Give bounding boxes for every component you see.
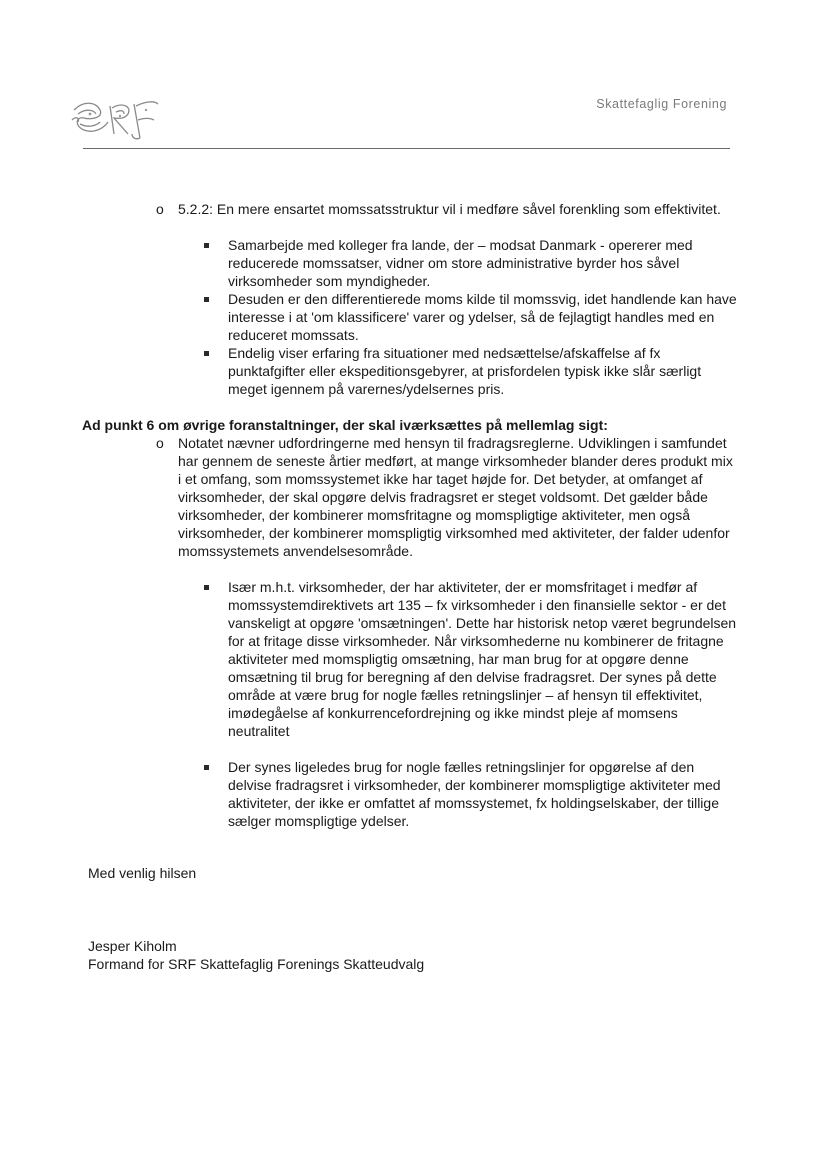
bullet-text: Der synes ligeledes brug for nogle fælles retningslinjer for opgørelse af den delvise fradragsret i virksomheder, der kombinerer momspligtige aktiviteter med aktiviteter, der ikke er omfattet af momssystemet, fx holdingselskaber, der tillige sælger momspligtige ydelser. [228, 759, 721, 829]
item-text: 5.2.2: En mere ensartet momssatsstruktur vil i medføre såvel forenkling som effektivitet. [178, 201, 721, 217]
square-bullet-icon [204, 297, 209, 302]
bullet-text: Desuden er den differentierede moms kilde til momssvig, idet handlende kan have interesse i at 'om klassificere' varer og ydelser, så de fejlagtigt handles med en reduceret momssats. [228, 291, 737, 343]
bullet-text: Samarbejde med kolleger fra lande, der – modsat Danmark - opererer med reducerede momssatser, vidner om store administrative byrder hos såvel virksomheder som myndigheder. [228, 237, 693, 289]
closing-greeting: Med venlig hilsen [88, 865, 197, 881]
srf-logo [70, 83, 162, 142]
item-section-6 [156, 434, 738, 560]
square-bullet-icon [204, 765, 209, 770]
signatory-name: Jesper Kiholm [88, 938, 177, 954]
circle-bullet-icon: o [156, 435, 164, 451]
circle-bullet-icon: o [156, 201, 164, 217]
item-5-2-2 [156, 200, 738, 218]
item-text: Notatet nævner udfordringerne med hensyn til fradragsreglerne. Udviklingen i samfundet har gennem de seneste årtier medført, at mange virksomheder blander deres produkt mix i et omfang, som momssystemet ikke har taget højde for. Det betyder, at omfanget af virksomheder, der skal opgøre delvis fradragsret er steget voldsomt. Det gælder både virksomheder, der kombinerer momsfritagne og momspligtige aktiviteter, men også virksomheder, der kombinerer momspligtig virksomhed med aktiviteter, der falder udenfor momssystemets anvendelsesområde. [178, 435, 733, 559]
bullet-item [228, 236, 738, 290]
bullet-item [228, 344, 738, 398]
bullet-item [228, 290, 738, 344]
organization-name: Skattefaglig Forening [596, 97, 727, 111]
letterhead [0, 0, 827, 160]
signatory-title: Formand for SRF Skattefaglig Forenings Skatteudvalg [88, 956, 425, 972]
bullet-text: Især m.h.t. virksomheder, der har aktiviteter, der er momsfritaget i medfør af momssystemdirektivets art 135 – fx virksomheder i den finansielle sektor - er det vanskeligt at opgøre 'omsætningen'. Dette har historisk netop været begrundelsen for at fritage disse virksomheder. Når virksomhederne nu kombinerer de fritagne aktiviteter med momspligtig omsætning, har man brug for at opgøre denne omsætning til brug for beregning af den delvise fradragsret. Der synes på dette område at være brug for nogle fælles retningslinjer – af hensyn til effektivitet, imødegåelse af konkurrencefordrejning og ikke mindst pleje af momsens neutralitet [228, 579, 737, 739]
bullet-item [228, 758, 738, 830]
square-bullet-icon [204, 351, 209, 356]
logo-letters: SRF [70, 83, 102, 100]
square-bullet-icon [204, 585, 209, 590]
bullet-item [228, 578, 738, 740]
bullet-text: Endelig viser erfaring fra situationer med nedsættelse/afskaffelse af fx punktafgifter eller ekspeditionsgebyrer, at prisfordelen typisk ikke slår særligt meget igennem på varernes/ydelsernes pris. [228, 345, 702, 397]
header-divider [83, 148, 730, 149]
section-6-heading: Ad punkt 6 om øvrige foranstaltninger, der skal iværksættes på mellemlag sigt: [82, 417, 608, 433]
square-bullet-icon [204, 243, 209, 248]
